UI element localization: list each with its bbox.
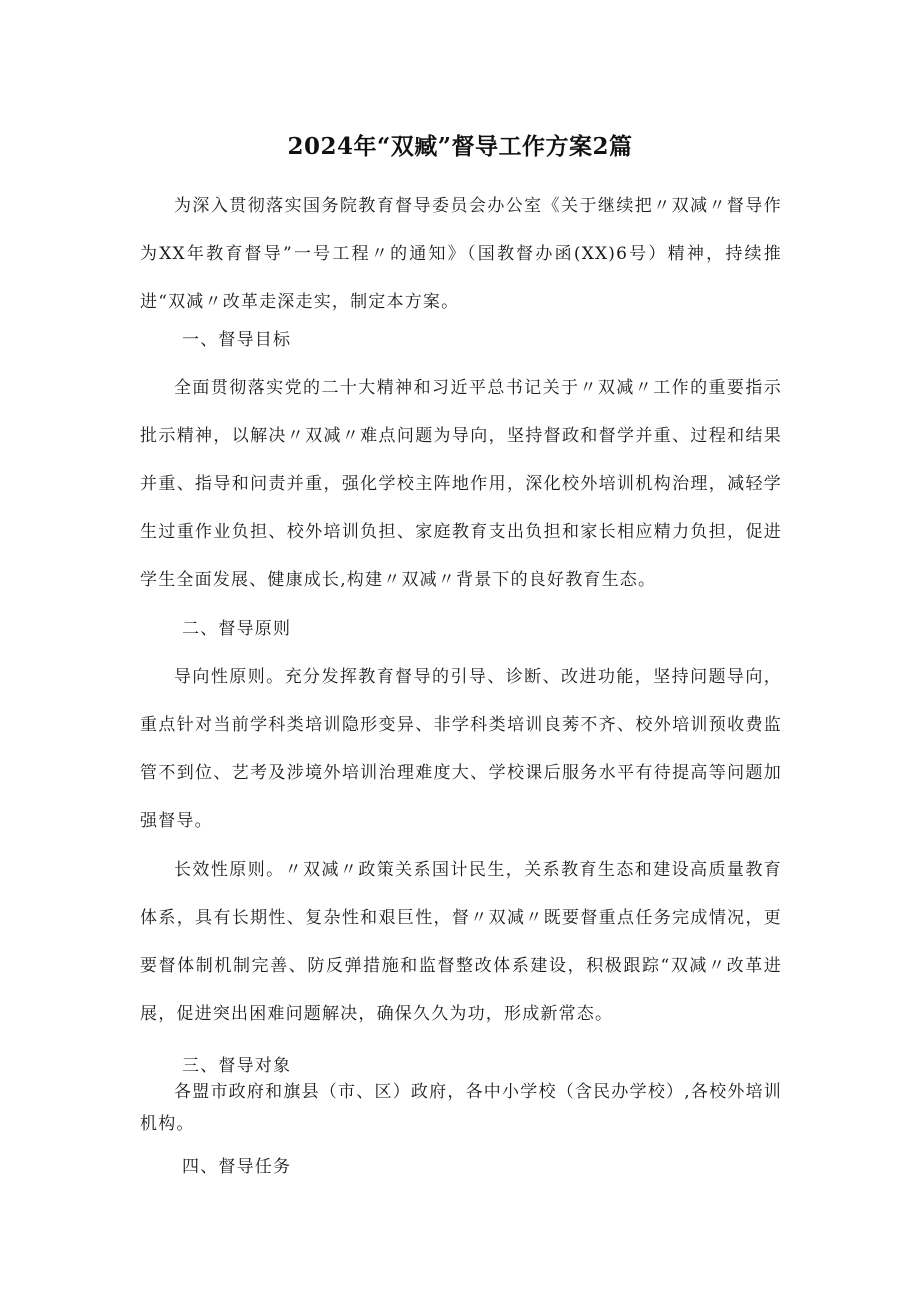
- principle-longterm-paragraph: 长效性原则。〃双减〃政策关系国计民生，关系教育生态和建设高质量教育体系，具有长期性、复杂性和艰巨性，督〃双减〃既要督重点任务完成情况，更要督体制机制完善、防反弹措施和监督整改体系建设，积极跟踪“双减〃改革进展，促进突出困难问题解决，确保久久为功，形成新常态。: [140, 860, 782, 1024]
- section-targets-paragraph: 各盟市政府和旗县（市、区）政府，各中小学校（含民办学校）,各校外培训机构。: [140, 1082, 782, 1134]
- section-heading-tasks: 四、督导任务: [182, 1157, 292, 1177]
- section-heading-goals: 一、督导目标: [182, 330, 292, 350]
- section-goals-paragraph: 全面贯彻落实党的二十大精神和习近平总书记关于〃双减〃工作的重要指示批示精神，以解决〃双减〃难点问题为导向，坚持督政和督学并重、过程和结果并重、指导和问责并重，强化学校主阵地作用，深化校外培训机构治理，减轻学生过重作业负担、校外培训负担、家庭教育支出负担和家长相应精力负担，促进学生全面发展、健康成长,构建〃双减〃背景下的良好教育生态。: [140, 378, 782, 590]
- document-title: 2024年“双臧”督导工作方案2篇: [287, 133, 633, 160]
- section-heading-principles: 二、督导原则: [182, 619, 292, 639]
- section-heading-targets: 三、督导对象: [182, 1056, 292, 1076]
- intro-paragraph: 为深入贯彻落实国务院教育督导委员会办公室《关于继续把〃双减〃督导作为XX年教育督导”一号工程〃的通知》（国教督办函(XX)6号）精神，持续推进“双减〃改革走深走实，制定本方案。: [140, 196, 782, 312]
- principle-guidance-paragraph: 导向性原则。充分发挥教育督导的引导、诊断、改进功能，坚持问题导向，重点针对当前学科类培训隐形变异、非学科类培训良莠不齐、校外培训预收费监管不到位、艺考及涉境外培训治理难度大、学校课后服务水平有待提高等问题加强督导。: [140, 667, 782, 831]
